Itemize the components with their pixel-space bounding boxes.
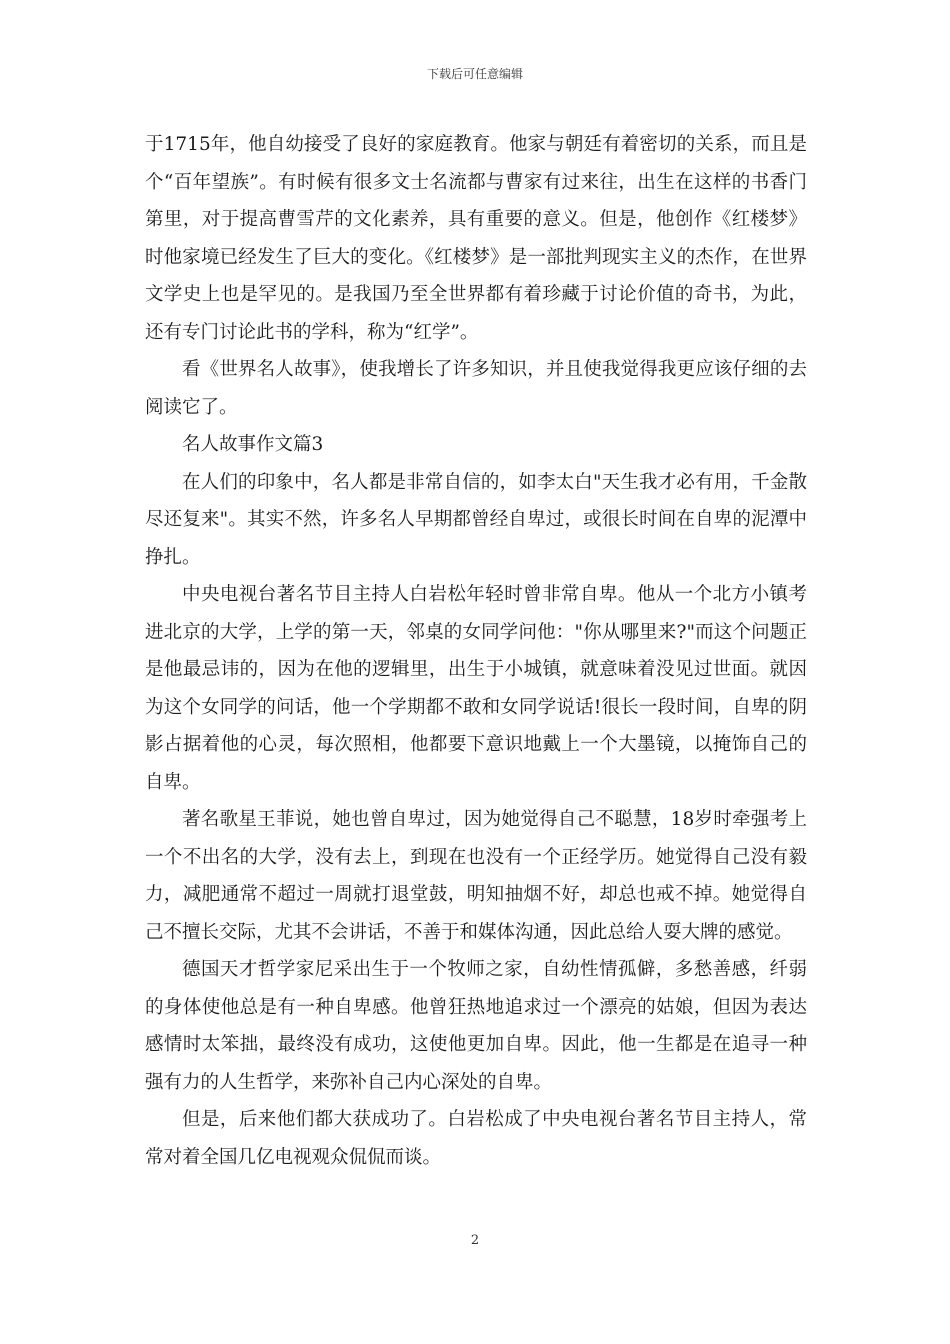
paragraph: 著名歌星王菲说，她也曾自卑过，因为她觉得自己不聪慧，18岁时牵强考上一个不出名的大学，没有去上，到现在也没有一个正经学历。她觉得自己没有毅力，减肥通常不超过一周就打退堂鼓，明知抽烟不好，却总也戒不掉。她觉得自己不擅长交际，尤其不会讲话，不善于和媒体沟通，因此总给人耍大牌的感觉。 bbox=[145, 809, 807, 943]
page-header: 下载后可任意编辑 bbox=[426, 67, 523, 81]
paragraph: 但是，后来他们都大获成功了。白岩松成了中央电视台著名节目主持人，常常对着全国几亿电视观众侃侃而谈。 bbox=[145, 1109, 807, 1168]
document-body bbox=[145, 126, 807, 1176]
paragraph: 德国天才哲学家尼采出生于一个牧师之家，自幼性情孤僻，多愁善感，纤弱的身体使他总是有一种自卑感。他曾狂热地追求过一个漂亮的姑娘，但因为表达感情时太笨拙，最终没有成功，这使他更加自卑。因此，他一生都是在追寻一种强有力的人生哲学，来弥补自己内心深处的自卑。 bbox=[145, 959, 807, 1093]
paragraph: 中央电视台著名节目主持人白岩松年轻时曾非常自卑。他从一个北方小镇考进北京的大学，上学的第一天，邻桌的女同学问他："你从哪里来?"而这个问题正是他最忌讳的，因为在他的逻辑里，出生于小城镇，就意味着没见过世面。就因为这个女同学的问话，他一个学期都不敢和女同学说话!很长一段时间，自卑的阴影占据着他的心灵，每次照相，他都要下意识地戴上一个大墨镜，以掩饰自己的自卑。 bbox=[145, 584, 807, 793]
paragraph: 看《世界名人故事》，使我增长了许多知识，并且使我觉得我更应该仔细的去阅读它了。 bbox=[145, 359, 807, 418]
section-heading: 名人故事作文篇3 bbox=[182, 434, 324, 455]
paragraph-continuation: 于1715年，他自幼接受了良好的家庭教育。他家与朝廷有着密切的关系，而且是个“百年望族”。有时候有很多文士名流都与曹家有过来往，出生在这样的书香门第里，对于提高曹雪芹的文化素养，具有重要的意义。但是，他创作《红楼梦》时他家境已经发生了巨大的变化。《红楼梦》是一部批判现实主义的杰作，在世界文学史上也是罕见的。是我国乃至全世界都有着珍藏于讨论价值的奇书，为此，还有专门讨论此书的学科，称为“红学”。 bbox=[145, 134, 807, 343]
page-number: 2 bbox=[470, 1233, 480, 1248]
paragraph: 在人们的印象中，名人都是非常自信的，如李太白"天生我才必有用，千金散尽还复来"。其实不然，许多名人早期都曾经自卑过，或很长时间在自卑的泥潭中挣扎。 bbox=[145, 471, 807, 568]
